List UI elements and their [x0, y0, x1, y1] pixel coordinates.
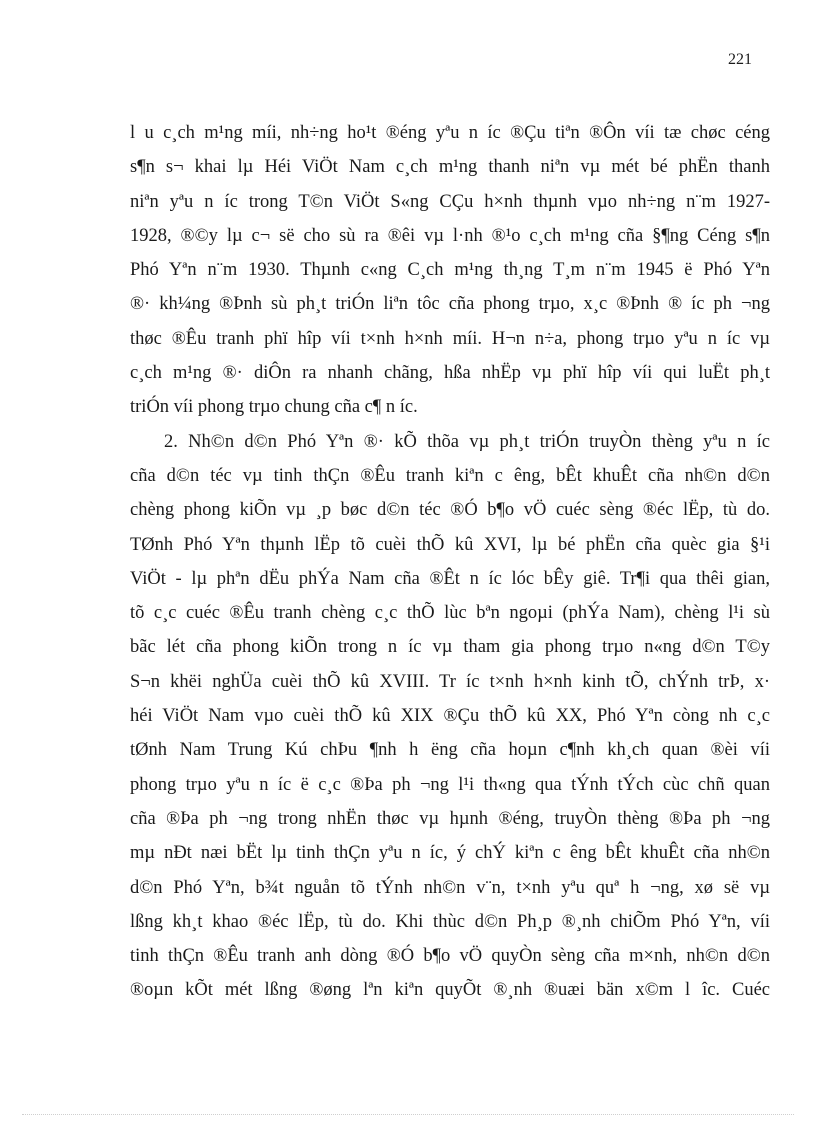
body-text [130, 116, 770, 1008]
text-line: cña ®Þa ph ¬ng trong nhËn thøc vµ hµnh ®éng, truyÒn thèng ®Þa ph ¬ng [130, 808, 770, 829]
paragraph-2-first-line: 2. Nh©n d©n Phó Yªn ®· kÕ thõa vµ ph¸t triÓn truyÒn thèng yªu n íc [164, 431, 770, 452]
text-line: tØnh Nam Trung Kú chÞu ¶nh h ëng cña hoµn c¶nh kh¸ch quan ®èi víi [130, 740, 770, 761]
text-line: S¬n khëi nghÜa cuèi thÕ kû XVIII. Tr íc t×nh h×nh kinh tÕ, chÝnh trÞ, x· [130, 671, 770, 692]
text-line: bãc lét cña phong kiÕn trong n íc vµ tham gia phong trµo n«ng d©n T©y [130, 637, 770, 658]
text-line: phong trµo yªu n íc ë c¸c ®Þa ph ¬ng l¹i th«ng qua tÝnh tÝch cùc chñ quan [130, 774, 770, 795]
text-line: Phó Yªn n¨m 1930. Thµnh c«ng C¸ch m¹ng th¸ng T¸m n¨m 1945 ë Phó Yªn [130, 260, 770, 281]
text-line: ViÖt - lµ phªn dËu phÝa Nam cña ®Êt n íc lóc bÊy giê. Tr¶i qua thêi gian, [130, 568, 770, 589]
text-line: chèng phong kiÕn vµ ¸p bøc d©n téc ®Ó b¶o vÖ cuéc sèng ®éc lËp, tù do. [130, 500, 770, 521]
text-line: niªn yªu n íc trong T©n ViÖt S«ng CÇu h×nh thµnh vµo nh÷ng n¨m 1927- [130, 191, 770, 212]
text-line: triÓn víi phong trµo chung cña c¶ n íc. [130, 397, 418, 418]
text-line: l u c¸ch m¹ng míi, nh÷ng ho¹t ®éng yªu n íc ®Çu tiªn ®Ôn víi tæ chøc céng [130, 123, 770, 143]
page-bottom-rule [22, 1114, 794, 1115]
text-line: ®· kh¼ng ®Þnh sù ph¸t triÓn liªn tôc cña phong trµo, x¸c ®Þnh ® íc ph ¬ng [130, 294, 770, 315]
text-line: thøc ®Êu tranh phï hîp víi t×nh h×nh míi. H¬n n÷a, phong trµo yªu n íc vµ [130, 328, 770, 349]
text-line: ®oµn kÕt mét lßng ®øng lªn kiªn quyÕt ®¸nh ®uæi bän x©m l îc. Cuéc [130, 980, 770, 1001]
text-line: 1928, ®©y lµ c¬ së cho sù ra ®êi vµ l·nh ®¹o c¸ch m¹ng cña §¶ng Céng s¶n [130, 225, 770, 246]
text-line: lßng kh¸t khao ®éc lËp, tù do. Khi thùc d©n Ph¸p ®¸nh chiÕm Phó Yªn, víi [130, 911, 770, 932]
text-line: s¶n s¬ khai lµ Héi ViÖt Nam c¸ch m¹ng thanh niªn vµ mét bé phËn thanh [130, 157, 770, 178]
page-number: 221 [728, 51, 752, 68]
text-line: mµ nÐt næi bËt lµ tinh thÇn yªu n íc, ý chÝ kiªn c êng bÊt khuÊt cña nh©n [130, 843, 770, 864]
text-line: c¸ch m¹ng ®· diÔn ra nhanh chãng, hßa nhËp vµ phï hîp víi qui luËt ph¸t [130, 363, 770, 384]
text-line: tõ c¸c cuéc ®Êu tranh chèng c¸c thÕ lùc bªn ngoµi (phÝa Nam), chèng l¹i sù [130, 603, 770, 624]
text-line: cña d©n téc vµ tinh thÇn ®Êu tranh kiªn c êng, bÊt khuÊt cña nh©n d©n [130, 465, 770, 486]
text-line: TØnh Phó Yªn thµnh lËp tõ cuèi thÕ kû XVI, lµ bé phËn cña quèc gia §¹i [130, 534, 770, 555]
text-line: tinh thÇn ®Êu tranh anh dòng ®Ó b¶o vÖ quyÒn sèng cña m×nh, nh©n d©n [130, 946, 770, 967]
text-line: héi ViÖt Nam vµo cuèi thÕ kû XIX ®Çu thÕ kû XX, Phó Yªn còng nh c¸c [130, 706, 770, 727]
text-line: d©n Phó Yªn, b¾t nguån tõ tÝnh nh©n v¨n, t×nh yªu quª h ¬ng, xø së vµ [130, 877, 770, 898]
